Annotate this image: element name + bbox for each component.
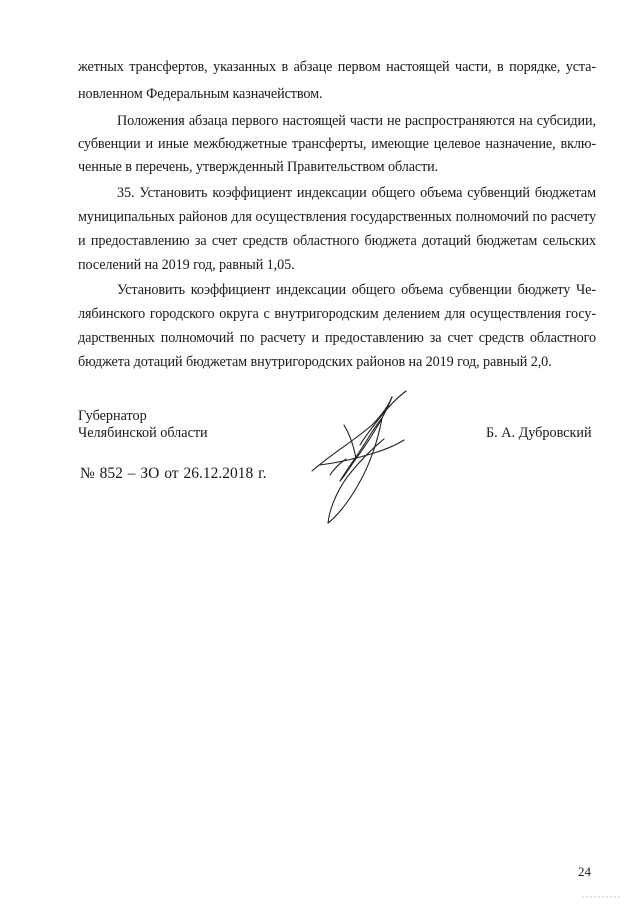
body-text-line: жетных трансфертов, указанных в абзаце первом настоящей части, в порядке, уста- [78, 59, 596, 75]
body-text-line: бюджета дотаций бюджетам внутригородских районов на 2019 год, равный 2,0. [78, 354, 552, 370]
body-text-line: дарственных полномочий по расчету и предоставлению за счет средств областного [78, 330, 596, 346]
body-text-line: новленном Федеральным казначейством. [78, 86, 323, 102]
body-text-line: Установить коэффициент индексации общего объема субвенции бюджету Че- [117, 282, 596, 298]
body-text-line: лябинского городского округа с внутригородским делением для осуществления госу- [78, 306, 596, 322]
body-text-line: ченные в перечень, утвержденный Правительством области. [78, 159, 439, 175]
law-number: № 852 – ЗО от 26.12.2018 г. [80, 465, 267, 482]
body-text-line: и предоставлению за счет средств областного бюджета дотаций бюджетам сельских [78, 233, 596, 249]
body-text-line: муниципальных районов для осуществления государственных полномочий по расчету [78, 209, 596, 225]
page-number: 24 [578, 864, 591, 879]
signatory-title [78, 408, 208, 442]
body-text-line: 35. Установить коэффициент индексации общего объема субвенций бюджетам [117, 185, 596, 201]
footer-scan-mark [582, 896, 622, 898]
body-text-line: субвенции и иные межбюджетные трансферты, имеющие целевое назначение, вклю- [78, 136, 596, 152]
handwritten-signature [300, 385, 420, 530]
body-text-line: Положения абзаца первого настоящей части не распространяются на субсидии, [117, 113, 596, 129]
body-text-line: поселений на 2019 год, равный 1,05. [78, 257, 295, 273]
signatory-name: Б. А. Дубровский [486, 425, 592, 441]
signatory-title-line1: Губернатор [78, 408, 147, 424]
signatory-title-line2: Челябинской области [78, 425, 208, 441]
